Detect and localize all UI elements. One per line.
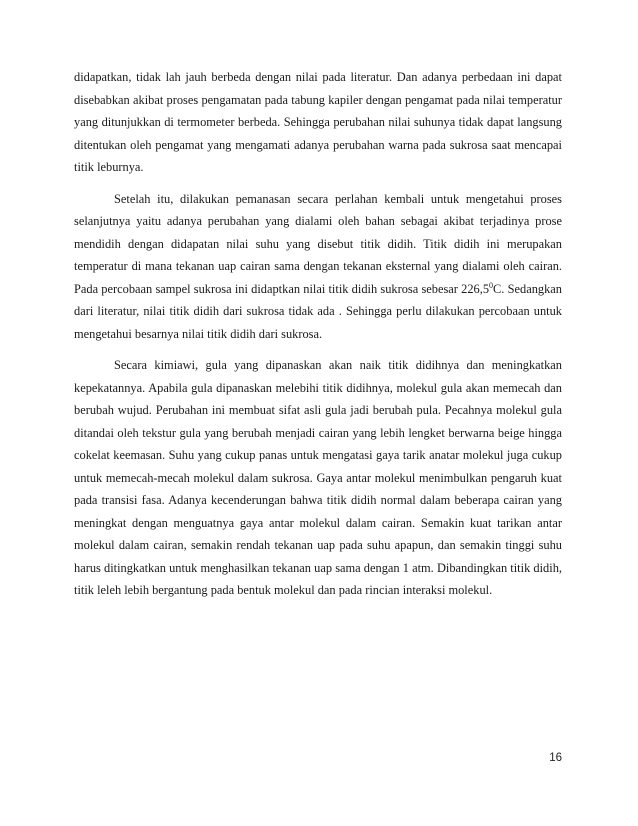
paragraph-1: didapatkan, tidak lah jauh berbeda dengan nilai pada literatur. Dan adanya perbedaan ini dapat disebabkan akibat proses pengamatan pada tabung kapiler dengan pengamat pada nilai temperatur yang ditunjukkan di termometer berbeda. Sehingga perubahan nilai suhunya tidak dapat langsung ditentukan oleh pengamat yang mengamati adanya perubahan warna pada sukrosa saat mencapai titik leburnya. bbox=[74, 70, 562, 174]
paragraph-2-text: Setelah itu, dilakukan pemanasan secara perlahan kembali untuk mengetahui proses selanjutnya yaitu adanya perubahan yang dialami oleh bahan sebagai akibat terjadinya prose mendidih dengan didapatan nilai suhu yang disebut titik didih. Titik didih ini merupakan temperatur di mana tekanan uap cairan sama dengan tekanan eksternal yang dialami oleh cairan. Pada percobaan sampel sukrosa ini didaptkan nilai titik didih sukrosa sebesar 226,5 bbox=[74, 191, 562, 296]
degree-superscript: 0 bbox=[489, 280, 494, 290]
paragraph-2-text-continued: C. Sedangkan dari literatur, nilai titik didih dari sukrosa tidak ada . Sehingga perlu dilakukan percobaan untuk mengetahui besarnya nilai titik didih dari sukrosa. bbox=[74, 281, 563, 341]
body-text bbox=[74, 66, 562, 602]
paragraph-2 bbox=[74, 188, 562, 346]
page-number: 16 bbox=[549, 752, 562, 764]
paragraph-3: Secara kimiawi, gula yang dipanaskan akan naik titik didihnya dan meningkatkan kepekatannya. Apabila gula dipanaskan melebihi titik didihnya, molekul gula akan memecah dan berubah wujud. Perubahan ini membuat sifat asli gula jadi berubah pula. Pecahnya molekul gula ditandai oleh tekstur gula yang berubah menjadi cairan yang lebih lengket berwarna beige hingga cokelat keemasan. Suhu yang cukup panas untuk mengatasi gaya tarik anatar molekul juga cukup untuk memecah-mecah molekul dalam sukrosa. Gaya antar molekul menimbulkan pengaruh kuat pada transisi fasa. Adanya kecenderungan bahwa titik didih normal dalam beberapa cairan yang meningkat dengan menguatnya gaya antar molekul dalam cairan. Semakin kuat tarikan antar molekul dalam cairan, semakin rendah tekanan uap pada suhu apapun, dan semakin tinggi suhu harus ditingkatkan untuk menghasilkan tekanan uap sama dengan 1 atm. Dibandingkan titik didih, titik leleh lebih bergantung pada bentuk molekul dan pada rincian interaksi molekul. bbox=[74, 358, 562, 597]
